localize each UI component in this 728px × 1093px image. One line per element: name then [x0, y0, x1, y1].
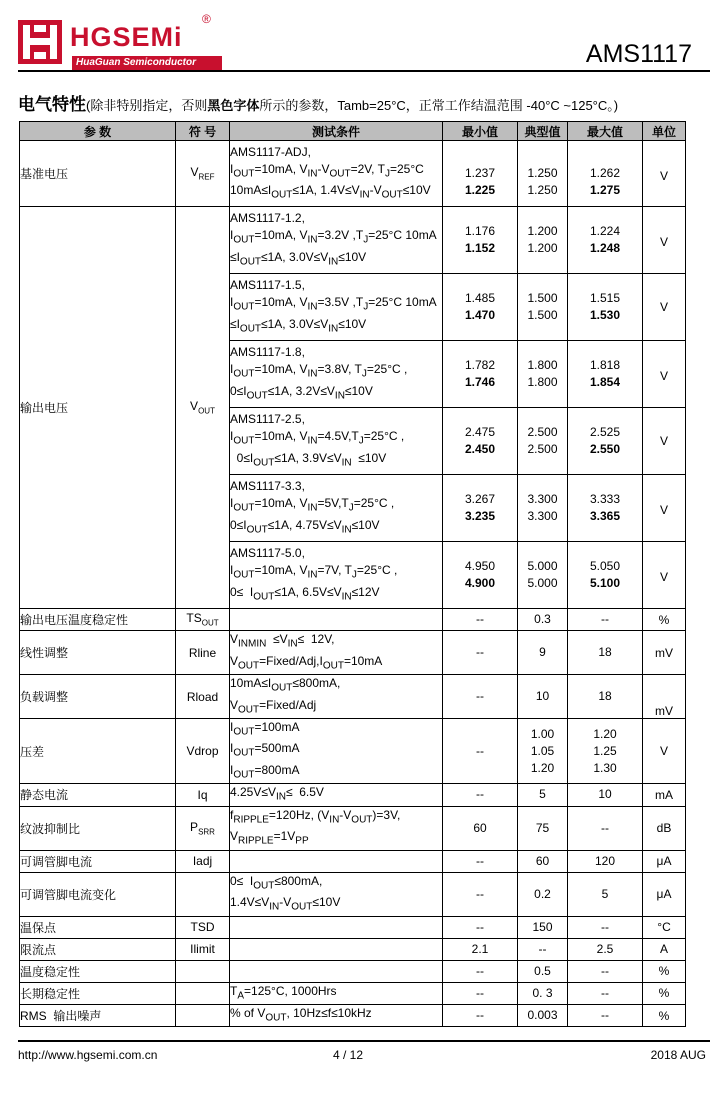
max-value-cell: 18	[568, 675, 643, 719]
unit-cell: %	[643, 1004, 686, 1026]
registered-mark: ®	[202, 12, 211, 26]
min-value-cell: 1.485 1.470	[443, 274, 518, 341]
min-value-cell: 60	[443, 806, 518, 850]
unit-cell: μA	[643, 872, 686, 916]
typ-value-cell: 0.3	[518, 609, 568, 631]
max-value-cell: 120	[568, 850, 643, 872]
table-header-row	[20, 122, 686, 141]
symbol-cell: $V_{REF}$	[176, 141, 230, 207]
condition-cell	[230, 938, 443, 960]
page-number: 4 / 12	[333, 1048, 364, 1062]
max-value-cell: 5.050 5.100	[568, 542, 643, 609]
max-value-cell: 1.515 1.530	[568, 274, 643, 341]
table-row	[20, 207, 686, 274]
condition-cell: % of $V_{OUT}$, 10Hz≤f≤10kHz	[230, 1004, 443, 1026]
condition-cell: AMS1117-1.2, $I_{OUT}=10mA$, $V_{IN}=3.2V$ $,T_J=25^\circ C$ 10mA $\le I_{OUT}\le 1A$, $3.0V\le V_{IN}\le 10V$	[230, 207, 443, 274]
unit-cell: V	[643, 719, 686, 784]
table-row	[20, 872, 686, 916]
condition-cell: $f_{RIPPLE}=120Hz$, $(V_{IN}-V_{OUT})=3V$, $V_{RIPPLE}=1V_{PP}$	[230, 806, 443, 850]
condition-cell: $T_A=125^\circ C$, 1000Hrs	[230, 982, 443, 1004]
max-value-cell: 1.20 1.25 1.30	[568, 719, 643, 784]
unit-cell: mV	[643, 675, 686, 719]
typ-value-cell: 9	[518, 631, 568, 675]
table-row	[20, 916, 686, 938]
condition-cell: $V_{INMIN} \le V_{IN}\le 12V$, $V_{OUT}=Fixed/Adj,I_{OUT}=10mA$	[230, 631, 443, 675]
max-value-cell: 5	[568, 872, 643, 916]
unit-cell: V	[643, 475, 686, 542]
min-value-cell: --	[443, 872, 518, 916]
min-value-cell: --	[443, 916, 518, 938]
footer-url[interactable]: http://www.hgsemi.com.cn	[18, 1048, 158, 1062]
typ-value-cell: 150	[518, 916, 568, 938]
unit-cell: V	[643, 141, 686, 207]
max-value-cell: --	[568, 609, 643, 631]
parameter-cell: 长期稳定性	[20, 982, 176, 1004]
table-row	[20, 982, 686, 1004]
hgsemi-logo-icon	[18, 20, 62, 64]
typ-value-cell: 5.000 5.000	[518, 542, 568, 609]
typ-value-cell: 0.5	[518, 960, 568, 982]
symbol-cell	[176, 872, 230, 916]
max-value-cell: --	[568, 960, 643, 982]
typ-value-cell: 0. 3	[518, 982, 568, 1004]
condition-cell: AMS1117-1.5, $I_{OUT}=10mA$, $V_{IN}=3.5V$ $,T_J=25^\circ C$ 10mA $\le I_{OUT}\le 1A$, $3.0V\le V_{IN}\le 10V$	[230, 274, 443, 341]
model-number: AMS1117	[585, 40, 692, 68]
logo-subtitle: HuaGuan Semiconductor	[72, 56, 222, 70]
typ-value-cell: 60	[518, 850, 568, 872]
condition-cell	[230, 609, 443, 631]
parameter-cell: 限流点	[20, 938, 176, 960]
section-heading	[18, 90, 618, 115]
unit-cell: V	[643, 542, 686, 609]
table-row	[20, 784, 686, 806]
max-value-cell: 10	[568, 784, 643, 806]
min-value-cell: --	[443, 784, 518, 806]
min-value-cell: --	[443, 675, 518, 719]
table-row	[20, 938, 686, 960]
condition-cell	[230, 960, 443, 982]
parameter-cell: 温度稳定性	[20, 960, 176, 982]
min-value-cell: --	[443, 1004, 518, 1026]
column-header: 参 数	[20, 122, 176, 141]
min-value-cell: --	[443, 631, 518, 675]
parameter-cell: RMS 输出噪声	[20, 1004, 176, 1026]
table-row	[20, 609, 686, 631]
unit-cell: V	[643, 408, 686, 475]
column-header: 测试条件	[230, 122, 443, 141]
typ-value-cell: 0.2	[518, 872, 568, 916]
parameter-cell: 静态电流	[20, 784, 176, 806]
column-header: 典型值	[518, 122, 568, 141]
typ-value-cell: 75	[518, 806, 568, 850]
max-value-cell: --	[568, 982, 643, 1004]
min-value-cell: 3.267 3.235	[443, 475, 518, 542]
min-value-cell: 1.782 1.746	[443, 341, 518, 408]
min-value-cell: --	[443, 960, 518, 982]
section-title: 电气特性	[18, 95, 86, 114]
typ-value-cell: 1.500 1.500	[518, 274, 568, 341]
condition-cell	[230, 850, 443, 872]
symbol-cell	[176, 982, 230, 1004]
min-value-cell: --	[443, 982, 518, 1004]
min-value-cell: 2.475 2.450	[443, 408, 518, 475]
symbol-cell: $TS_{OUT}$	[176, 609, 230, 631]
max-value-cell: 1.818 1.854	[568, 341, 643, 408]
typ-value-cell: 10	[518, 675, 568, 719]
parameter-cell: 可调管脚电流	[20, 850, 176, 872]
unit-cell: %	[643, 609, 686, 631]
heading-note-bold: 黑色字体	[207, 98, 260, 113]
condition-cell: $I_{OUT}=100mA$ $I_{OUT}=500mA$ $I_{OUT}=800mA$	[230, 719, 443, 784]
symbol-cell: Rline	[176, 631, 230, 675]
min-value-cell: --	[443, 850, 518, 872]
max-value-cell: 1.224 1.248	[568, 207, 643, 274]
max-value-cell: 2.5	[568, 938, 643, 960]
typ-value-cell: 2.500 2.500	[518, 408, 568, 475]
company-logo	[18, 14, 218, 70]
unit-cell: V	[643, 341, 686, 408]
column-header: 单位	[643, 122, 686, 141]
parameter-cell: 输出电压温度稳定性	[20, 609, 176, 631]
condition-cell: AMS1117-5.0, $I_{OUT}=10mA$, $V_{IN}=7V$, $T_J=25^\circ C$ , $0\le I_{OUT}\le 1A$, $6.5V\le V_{IN}\le 12V$	[230, 542, 443, 609]
parameter-cell: 输出电压	[20, 207, 176, 609]
unit-cell: V	[643, 207, 686, 274]
symbol-cell: TSD	[176, 916, 230, 938]
typ-value-cell: --	[518, 938, 568, 960]
symbol-cell: Rload	[176, 675, 230, 719]
table-row	[20, 719, 686, 784]
table-row	[20, 675, 686, 719]
table-row	[20, 631, 686, 675]
table-row	[20, 960, 686, 982]
typ-value-cell: 1.250 1.250	[518, 141, 568, 207]
max-value-cell: --	[568, 916, 643, 938]
symbol-cell	[176, 1004, 230, 1026]
table-row	[20, 141, 686, 207]
max-value-cell: --	[568, 1004, 643, 1026]
min-value-cell: 4.950 4.900	[443, 542, 518, 609]
unit-cell: %	[643, 982, 686, 1004]
max-value-cell: --	[568, 806, 643, 850]
typ-value-cell: 3.300 3.300	[518, 475, 568, 542]
column-header: 符 号	[176, 122, 230, 141]
parameter-cell: 负载调整	[20, 675, 176, 719]
table-row	[20, 806, 686, 850]
min-value-cell: 2.1	[443, 938, 518, 960]
condition-cell: AMS1117-3.3, $I_{OUT}=10mA$, $V_{IN}=5V,T_J=25^\circ C$ , $0\le I_{OUT}\le 1A$, $4.75V\le V_{IN}\le 10V$	[230, 475, 443, 542]
min-value-cell: --	[443, 719, 518, 784]
unit-cell: V	[643, 274, 686, 341]
typ-value-cell: 1.200 1.200	[518, 207, 568, 274]
header-divider	[18, 70, 710, 72]
typ-value-cell: 1.800 1.800	[518, 341, 568, 408]
unit-cell: mA	[643, 784, 686, 806]
unit-cell: A	[643, 938, 686, 960]
unit-cell: μA	[643, 850, 686, 872]
column-header: 最小值	[443, 122, 518, 141]
electrical-characteristics-table	[19, 121, 686, 1027]
symbol-cell: Vdrop	[176, 719, 230, 784]
parameter-cell: 线性调整	[20, 631, 176, 675]
table-row	[20, 850, 686, 872]
unit-cell: dB	[643, 806, 686, 850]
parameter-cell: 温保点	[20, 916, 176, 938]
typ-value-cell: 0.003	[518, 1004, 568, 1026]
min-value-cell: 1.176 1.152	[443, 207, 518, 274]
column-header: 最大值	[568, 122, 643, 141]
symbol-cell: Iadj	[176, 850, 230, 872]
condition-cell: $4.25V\le V_{IN}\le 6.5V$	[230, 784, 443, 806]
max-value-cell: 1.262 1.275	[568, 141, 643, 207]
parameter-cell: 压差	[20, 719, 176, 784]
footer-divider	[18, 1040, 710, 1042]
condition-cell: AMS1117-1.8, $I_{OUT}=10mA$, $V_{IN}=3.8V$, $T_J=25^\circ C$ , $0\le I_{OUT}\le 1A$, $3.2V\le V_{IN}\le 10V$	[230, 341, 443, 408]
condition-cell: $0\le I_{OUT}\le 800mA$, $1.4V\le V_{IN}-V_{OUT}\le 10V$	[230, 872, 443, 916]
condition-cell: $10mA\le I_{OUT}\le 800mA$, $V_{OUT}=Fixed$/Adj	[230, 675, 443, 719]
typ-value-cell: 1.00 1.05 1.20	[518, 719, 568, 784]
unit-cell: mV	[643, 631, 686, 675]
unit-cell: °C	[643, 916, 686, 938]
unit-cell: %	[643, 960, 686, 982]
symbol-cell: Ilimit	[176, 938, 230, 960]
parameter-cell: 纹波抑制比	[20, 806, 176, 850]
footer-date: 2018 AUG	[650, 1048, 706, 1062]
parameter-cell: 可调管脚电流变化	[20, 872, 176, 916]
symbol-cell	[176, 960, 230, 982]
condition-cell: AMS1117-ADJ, $I_{OUT}=10mA$, $V_{IN}-V_{OUT}=2V$, $T_J=25^\circ C$ $10mA\le I_{OUT}\le 1A$, $1.4V\le V_{IN}-V_{OUT}\le 10V$	[230, 141, 443, 207]
typ-value-cell: 5	[518, 784, 568, 806]
symbol-cell: $V_{OUT}$	[176, 207, 230, 609]
logo-text: HGSEMi	[70, 22, 183, 52]
max-value-cell: 18	[568, 631, 643, 675]
heading-note-pre: (除非特别指定，否则	[86, 98, 208, 113]
heading-note-post: 所示的参数，Tamb=25°C，正常工作结温范围 -40°C ~125°C。)	[259, 98, 619, 113]
condition-cell: AMS1117-2.5, $I_{OUT}=10mA$, $V_{IN}=4.5V,T_J=25^\circ C$ , $0\le I_{OUT}\le 1A$, $3.9V\le V_{IN} \le 10V$	[230, 408, 443, 475]
max-value-cell: 3.333 3.365	[568, 475, 643, 542]
min-value-cell: --	[443, 609, 518, 631]
min-value-cell: 1.237 1.225	[443, 141, 518, 207]
condition-cell	[230, 916, 443, 938]
max-value-cell: 2.525 2.550	[568, 408, 643, 475]
symbol-cell: Iq	[176, 784, 230, 806]
table-row	[20, 1004, 686, 1026]
symbol-cell: $P_{SRR}$	[176, 806, 230, 850]
parameter-cell: 基准电压	[20, 141, 176, 207]
